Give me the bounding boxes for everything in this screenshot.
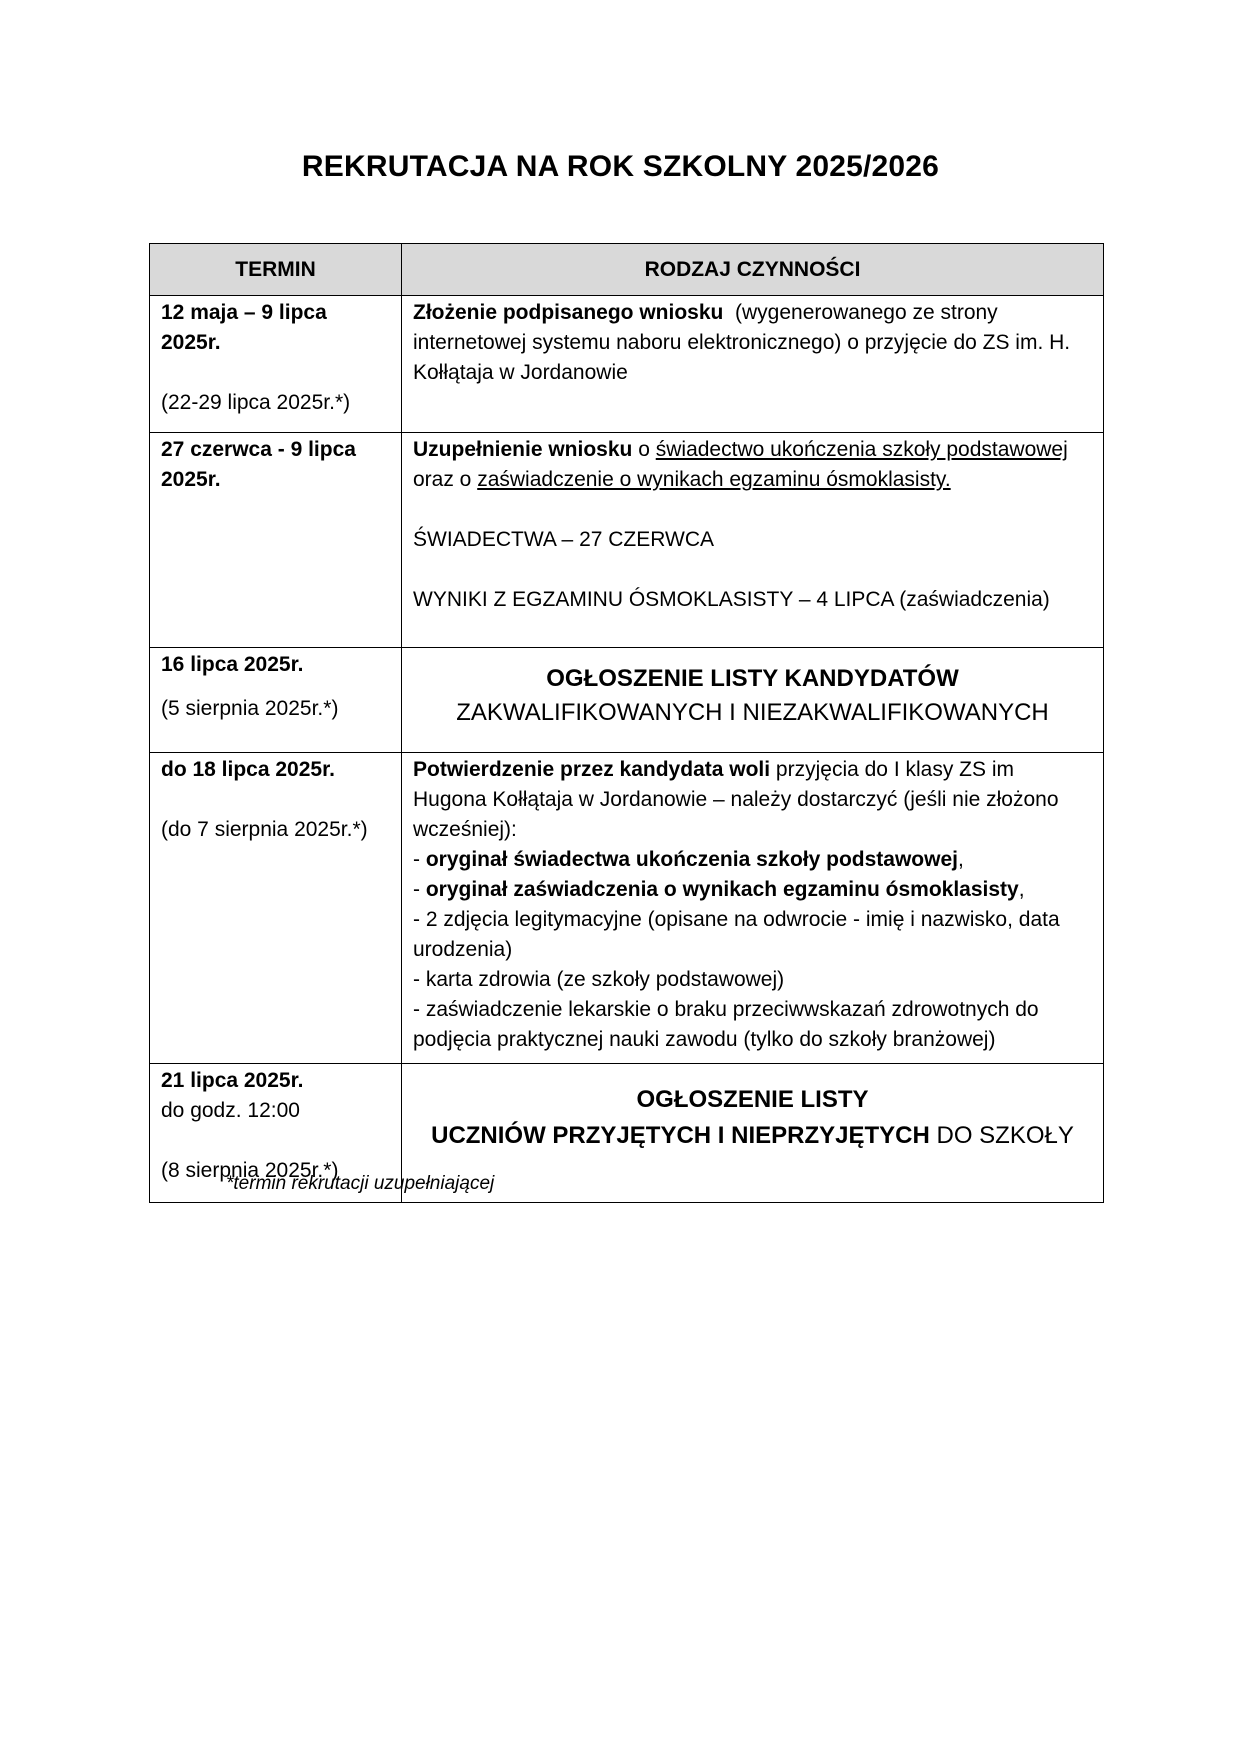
table-row bbox=[150, 296, 1104, 433]
announcement-bold: OGŁOSZENIE LISTY KANDYDATÓW bbox=[546, 665, 959, 692]
announcement-normal: ZAKWALIFIKOWANYCH I NIEZAKWALIFIKOWANYCH bbox=[456, 699, 1049, 726]
table-header-row bbox=[150, 244, 1104, 296]
activity-cell bbox=[402, 648, 1104, 753]
term-extra: (do 7 sierpnia 2025r.*) bbox=[161, 818, 368, 841]
announcement-normal: DO SZKOŁY bbox=[929, 1122, 1074, 1149]
term-main: 12 maja – 9 lipca 2025r. bbox=[161, 301, 327, 354]
table-row bbox=[150, 753, 1104, 1064]
footnote: *termin rekrutacji uzupełniającej bbox=[226, 1173, 495, 1194]
announcement-line: OGŁOSZENIE LISTY bbox=[636, 1086, 869, 1113]
announcement-line bbox=[413, 1118, 1092, 1154]
term-cell bbox=[150, 753, 402, 1064]
announcement-bold: UCZNIÓW PRZYJĘTYCH I NIEPRZYJĘTYCH bbox=[431, 1122, 930, 1149]
list-item: - zaświadczenie lekarskie o braku przeciwwskazań zdrowotnych do podjęcia praktycznej nauki zawodu (tylko do szkoły branżowej) bbox=[413, 998, 1039, 1051]
term-main: 16 lipca 2025r. bbox=[161, 653, 304, 676]
list-item: - karta zdrowia (ze szkoły podstawowej) bbox=[413, 968, 785, 991]
certificates-date-line: ŚWIADECTWA – 27 CZERWCA bbox=[413, 528, 715, 551]
list-item-bold: oryginał zaświadczenia o wynikach egzaminu ósmoklasisty bbox=[425, 878, 1019, 901]
activity-document-results: zaświadczenie o wynikach egzaminu ósmoklasisty. bbox=[477, 468, 951, 491]
activity-lead: Uzupełnienie wniosku bbox=[413, 438, 633, 461]
header-activity: RODZAJ CZYNNOŚCI bbox=[402, 244, 1104, 296]
page-title: REKRUTACJA NA ROK SZKOLNY 2025/2026 bbox=[301, 150, 940, 183]
term-main: 27 czerwca - 9 lipca 2025r. bbox=[161, 438, 356, 491]
term-cell bbox=[150, 433, 402, 648]
list-item: - oryginał zaświadczenia o wynikach egzaminu ósmoklasisty, bbox=[413, 878, 1025, 901]
term-cell bbox=[150, 648, 402, 753]
activity-connector: o bbox=[632, 438, 656, 461]
activity-text: (wygenerowanego ze strony internetowej systemu naboru elektronicznego) o przyjęcie do ZS im. H. Kołłątaja w Jordanowie bbox=[413, 301, 1076, 384]
term-extra: (5 sierpnia 2025r.*) bbox=[161, 697, 339, 720]
term-main: do 18 lipca 2025r. bbox=[161, 758, 335, 781]
activity-lead: Złożenie podpisanego wniosku bbox=[413, 301, 724, 324]
results-date-line: WYNIKI Z EGZAMINU ÓSMOKLASISTY – 4 LIPCA (zaświadczenia) bbox=[413, 588, 1050, 611]
term-main: 21 lipca 2025r. bbox=[161, 1069, 304, 1092]
header-termin: TERMIN bbox=[150, 244, 402, 296]
list-item: - oryginał świadectwa ukończenia szkoły podstawowej, bbox=[413, 848, 964, 871]
table-row bbox=[150, 648, 1104, 753]
term-extra: (8 sierpnia 2025r.*) bbox=[161, 1159, 339, 1182]
activity-cell bbox=[402, 753, 1104, 1064]
activity-lead: Potwierdzenie przez kandydata woli bbox=[413, 758, 771, 781]
table-row bbox=[150, 433, 1104, 648]
term-time: do godz. 12:00 bbox=[161, 1099, 300, 1122]
list-item-bold: oryginał świadectwa ukończenia szkoły podstawowej bbox=[425, 848, 958, 871]
activity-cell bbox=[402, 1064, 1104, 1203]
term-extra: (22-29 lipca 2025r.*) bbox=[161, 391, 351, 414]
activity-cell bbox=[402, 296, 1104, 433]
activity-document-certificate: świadectwo ukończenia szkoły podstawowej bbox=[655, 438, 1068, 461]
term-cell bbox=[150, 296, 402, 433]
activity-cell bbox=[402, 433, 1104, 648]
list-item: - 2 zdjęcia legitymacyjne (opisane na odwrocie - imię i nazwisko, data urodzenia) bbox=[413, 908, 1060, 961]
recruitment-schedule-table bbox=[149, 243, 1104, 1203]
activity-text: przyjęcia do I klasy ZS im Hugona Kołłątaja w Jordanowie – należy dostarczyć (jeśli nie złożono wcześniej): bbox=[413, 758, 1059, 841]
activity-connector: oraz o bbox=[413, 438, 1074, 491]
